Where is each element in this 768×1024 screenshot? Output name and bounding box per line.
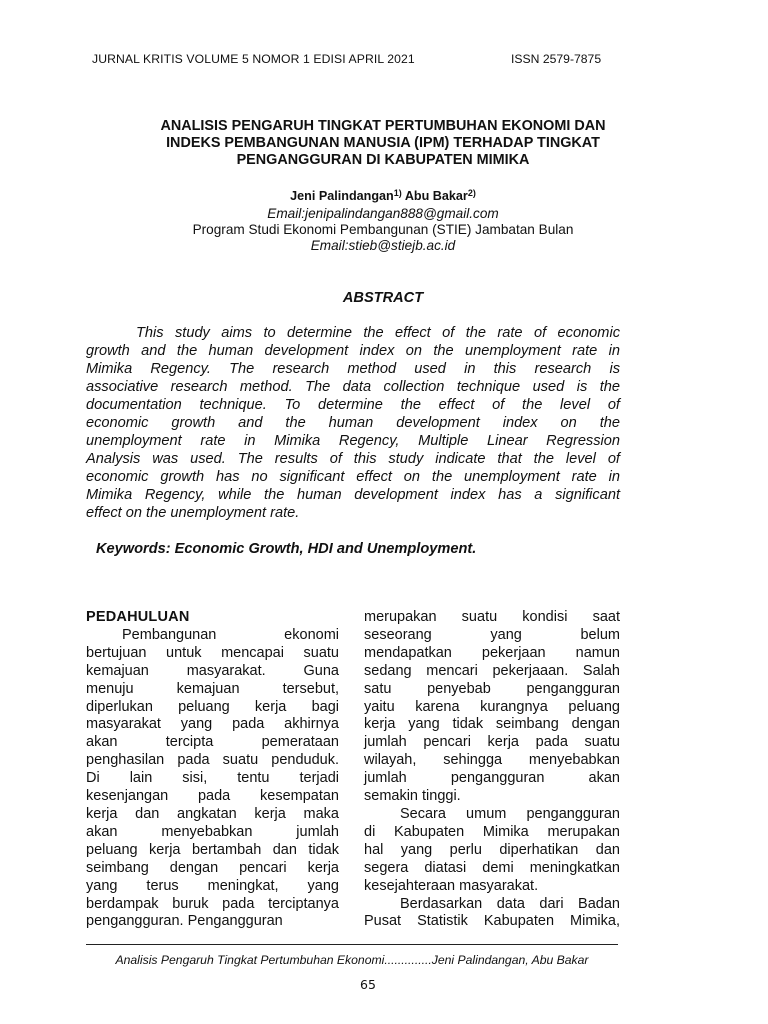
body-line: bertujuan untuk mencapai suatu bbox=[86, 644, 339, 661]
title-line: INDEKS PEMBANGUNAN MANUSIA (IPM) TERHADAP TINGKAT bbox=[166, 135, 600, 151]
author-line bbox=[80, 189, 686, 203]
title-line: PENGANGGURAN DI KABUPATEN MIMIKA bbox=[236, 152, 530, 168]
abstract-line: documentation technique. To determine the effect of the level of bbox=[86, 397, 620, 413]
body-line: akan menyebabkan jumlah bbox=[86, 823, 339, 840]
abstract-line: economic growth has no significant effect on the unemployment rate in bbox=[86, 469, 620, 485]
body-line: seseorang yang belum bbox=[364, 626, 620, 643]
abstract-line: economic growth and the human development index on the bbox=[86, 415, 620, 431]
abstract-line: Mimika Regency, while the human development index has a significant bbox=[86, 487, 620, 503]
body-line: menuju kemajuan tersebut, bbox=[86, 680, 339, 697]
institution-email: Email:stieb@stiejb.ac.id bbox=[310, 238, 456, 253]
abstract-line: Analysis was used. The results of this study indicate that the level of bbox=[86, 451, 620, 467]
author-email: Email:jenipalindangan888@gmail.com bbox=[267, 206, 499, 221]
body-line: merupakan suatu kondisi saat bbox=[364, 609, 620, 625]
abstract-body bbox=[86, 324, 620, 522]
body-line: Secara umum pengangguran bbox=[400, 805, 620, 822]
body-line: Pusat Statistik Kabupaten Mimika, bbox=[364, 913, 620, 930]
body-line: wilayah, sehingga menyebabkan bbox=[364, 752, 620, 769]
body-line: diperlukan peluang kerja bagi bbox=[86, 698, 339, 715]
body-line: pengangguran. Pengangguran bbox=[86, 913, 283, 930]
body-line: berdampak buruk pada terciptanya bbox=[86, 895, 339, 912]
footer-citation: Analisis Pengaruh Tingkat Pertumbuhan Ekonomi..............Jeni Palindangan, Abu Bakar bbox=[115, 953, 589, 967]
body-line: kemajuan masyarakat. Guna bbox=[86, 662, 339, 679]
journal-header: JURNAL KRITIS VOLUME 5 NOMOR 1 EDISI APRIL 2021 bbox=[92, 52, 415, 66]
body-line: mendapatkan pekerjaan namun bbox=[364, 644, 620, 661]
abstract-line: This study aims to determine the effect of the rate of economic bbox=[136, 325, 620, 341]
body-line: jumlah pengangguran akan bbox=[364, 770, 620, 787]
page-number: 65 bbox=[360, 977, 376, 992]
body-line: kesenjangan pada kesempatan bbox=[86, 788, 339, 805]
keywords-line: Keywords: Economic Growth, HDI and Unemployment. bbox=[96, 541, 477, 557]
abstract-line: growth and the human development index on the unemployment rate in bbox=[86, 343, 620, 359]
body-line: penghasilan pada suatu penduduk. bbox=[86, 752, 339, 769]
body-line: kerja dan angkatan kerja maka bbox=[86, 805, 339, 822]
body-line: masyarakat yang pada akhirnya bbox=[86, 716, 339, 733]
title-line: ANALISIS PENGARUH TINGKAT PERTUMBUHAN EKONOMI DAN bbox=[160, 118, 606, 134]
author-affiliation-mark: 1) bbox=[393, 188, 402, 198]
body-line: kerja yang tidak seimbang dengan bbox=[364, 716, 620, 733]
author-name: Abu Bakar bbox=[404, 189, 468, 203]
body-line: di Kabupaten Mimika merupakan bbox=[364, 823, 620, 840]
abstract-line: Mimika Regency. The research method used in this research is bbox=[86, 361, 620, 377]
footer-divider bbox=[86, 944, 618, 945]
body-line: semakin tinggi. bbox=[364, 788, 461, 805]
body-line: jumlah pencari kerja pada suatu bbox=[364, 734, 620, 751]
body-line: Berdasarkan data dari Badan bbox=[400, 895, 620, 912]
body-line: yang terus meningkat, yang bbox=[86, 877, 339, 894]
body-column-right bbox=[364, 609, 620, 931]
body-line: peluang kerja bertambah dan tidak bbox=[86, 841, 339, 858]
author-affiliation-mark: 2) bbox=[467, 188, 476, 198]
body-line: hal yang perlu diperhatikan dan bbox=[364, 841, 620, 858]
abstract-heading: ABSTRACT bbox=[342, 290, 424, 306]
abstract-line: associative research method. The data collection technique used is the bbox=[86, 379, 620, 395]
author-name: Jeni Palindangan bbox=[290, 189, 394, 203]
abstract-line: unemployment rate in Mimika Regency, Multiple Linear Regression bbox=[86, 433, 620, 449]
body-line: seimbang dengan pencari kerja bbox=[86, 859, 339, 876]
body-line: sedang mencari pekerjaaan. Salah bbox=[364, 662, 620, 679]
body-line: yaitu karena kurangnya peluang bbox=[364, 698, 620, 715]
body-line: Di lain sisi, tentu terjadi bbox=[86, 770, 339, 787]
body-line: akan tercipta pemerataan bbox=[86, 734, 339, 751]
issn-label: ISSN 2579-7875 bbox=[511, 52, 602, 66]
body-line: satu penyebab pengangguran bbox=[364, 680, 620, 697]
body-column-left bbox=[86, 609, 339, 931]
body-line: segera diatasi demi meningkatkan bbox=[364, 859, 620, 876]
paper-title bbox=[80, 118, 686, 169]
body-line: Pembangunan ekonomi bbox=[122, 626, 339, 643]
section-heading: PEDAHULUAN bbox=[86, 609, 190, 625]
body-line: kesejahteraan masyarakat. bbox=[364, 877, 539, 894]
abstract-line: effect on the unemployment rate. bbox=[86, 505, 300, 521]
institution-line: Program Studi Ekonomi Pembangunan (STIE) Jambatan Bulan bbox=[192, 222, 574, 237]
